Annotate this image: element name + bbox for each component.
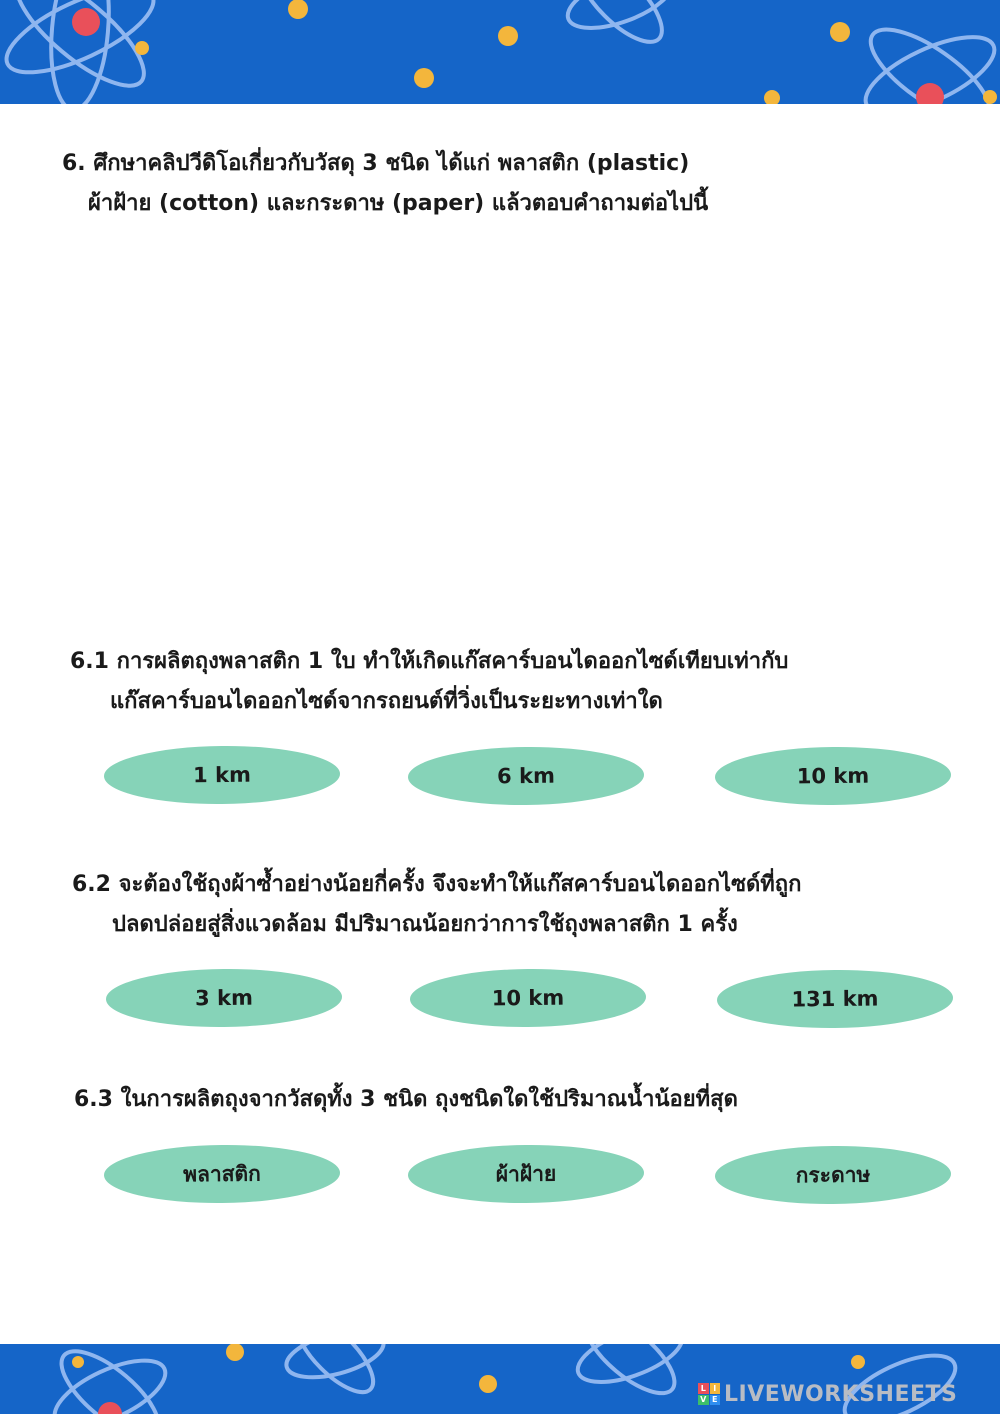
- brand-name: LIVEWORKSHEETS: [724, 1381, 958, 1407]
- atom-decoration: [0, 0, 1000, 104]
- q63-option-3[interactable]: กระดาษ: [715, 1145, 952, 1205]
- q62-option-1[interactable]: 3 km: [106, 968, 343, 1028]
- logo-letter-e: E: [710, 1395, 721, 1406]
- video-placeholder[interactable]: [60, 240, 940, 620]
- logo-letter-v: V: [698, 1395, 709, 1406]
- liveworksheets-brand: [698, 1380, 957, 1408]
- liveworksheets-logo-icon: [698, 1383, 720, 1405]
- question-6-line1: 6. ศึกษาคลิปวีดิโอเกี่ยวกับวัสดุ 3 ชนิด ได้แก่ พลาสติก (plastic): [62, 151, 690, 176]
- question-6-2-line2: ปลดปล่อยสู่สิ่งแวดล้อม มีปริมาณน้อยกว่าการใช้ถุงพลาสติก 1 ครั้ง: [112, 912, 738, 937]
- q63-option-1[interactable]: พลาสติก: [104, 1144, 341, 1204]
- question-6-line2: ผ้าฝ้าย (cotton) และกระดาษ (paper) แล้วตอบคำถามต่อไปนี้: [88, 191, 709, 216]
- q61-option-3[interactable]: 10 km: [715, 746, 952, 806]
- question-6-1-text: [70, 642, 788, 722]
- q62-option-2[interactable]: 10 km: [410, 968, 647, 1028]
- logo-letter-l: L: [698, 1383, 709, 1394]
- question-6-3-line1: 6.3 ในการผลิตถุงจากวัสดุทั้ง 3 ชนิด ถุงชนิดใดใช้ปริมาณน้ำน้อยที่สุด: [74, 1087, 738, 1112]
- question-6-1-line1: 6.1 การผลิตถุงพลาสติก 1 ใบ ทำให้เกิดแก๊สคาร์บอนไดออกไซด์เทียบเท่ากับ: [70, 649, 789, 674]
- question-6-3-text: [74, 1080, 738, 1120]
- q63-option-2[interactable]: ผ้าฝ้าย: [408, 1144, 645, 1204]
- q61-option-2[interactable]: 6 km: [408, 746, 645, 806]
- question-6-2-line1: 6.2 จะต้องใช้ถุงผ้าซ้ำอย่างน้อยกี่ครั้ง จึงจะทำให้แก๊สคาร์บอนไดออกไซด์ที่ถูก: [72, 872, 802, 897]
- logo-letter-i: I: [710, 1383, 721, 1394]
- question-6-2-text: [72, 865, 801, 945]
- q61-option-1[interactable]: 1 km: [104, 745, 341, 805]
- question-6-text: [62, 144, 708, 224]
- header-banner: [0, 0, 1000, 104]
- question-6-1-line2: แก๊สคาร์บอนไดออกไซด์จากรถยนต์ที่วิ่งเป็นระยะทางเท่าใด: [110, 689, 663, 714]
- q62-option-3[interactable]: 131 km: [717, 969, 954, 1029]
